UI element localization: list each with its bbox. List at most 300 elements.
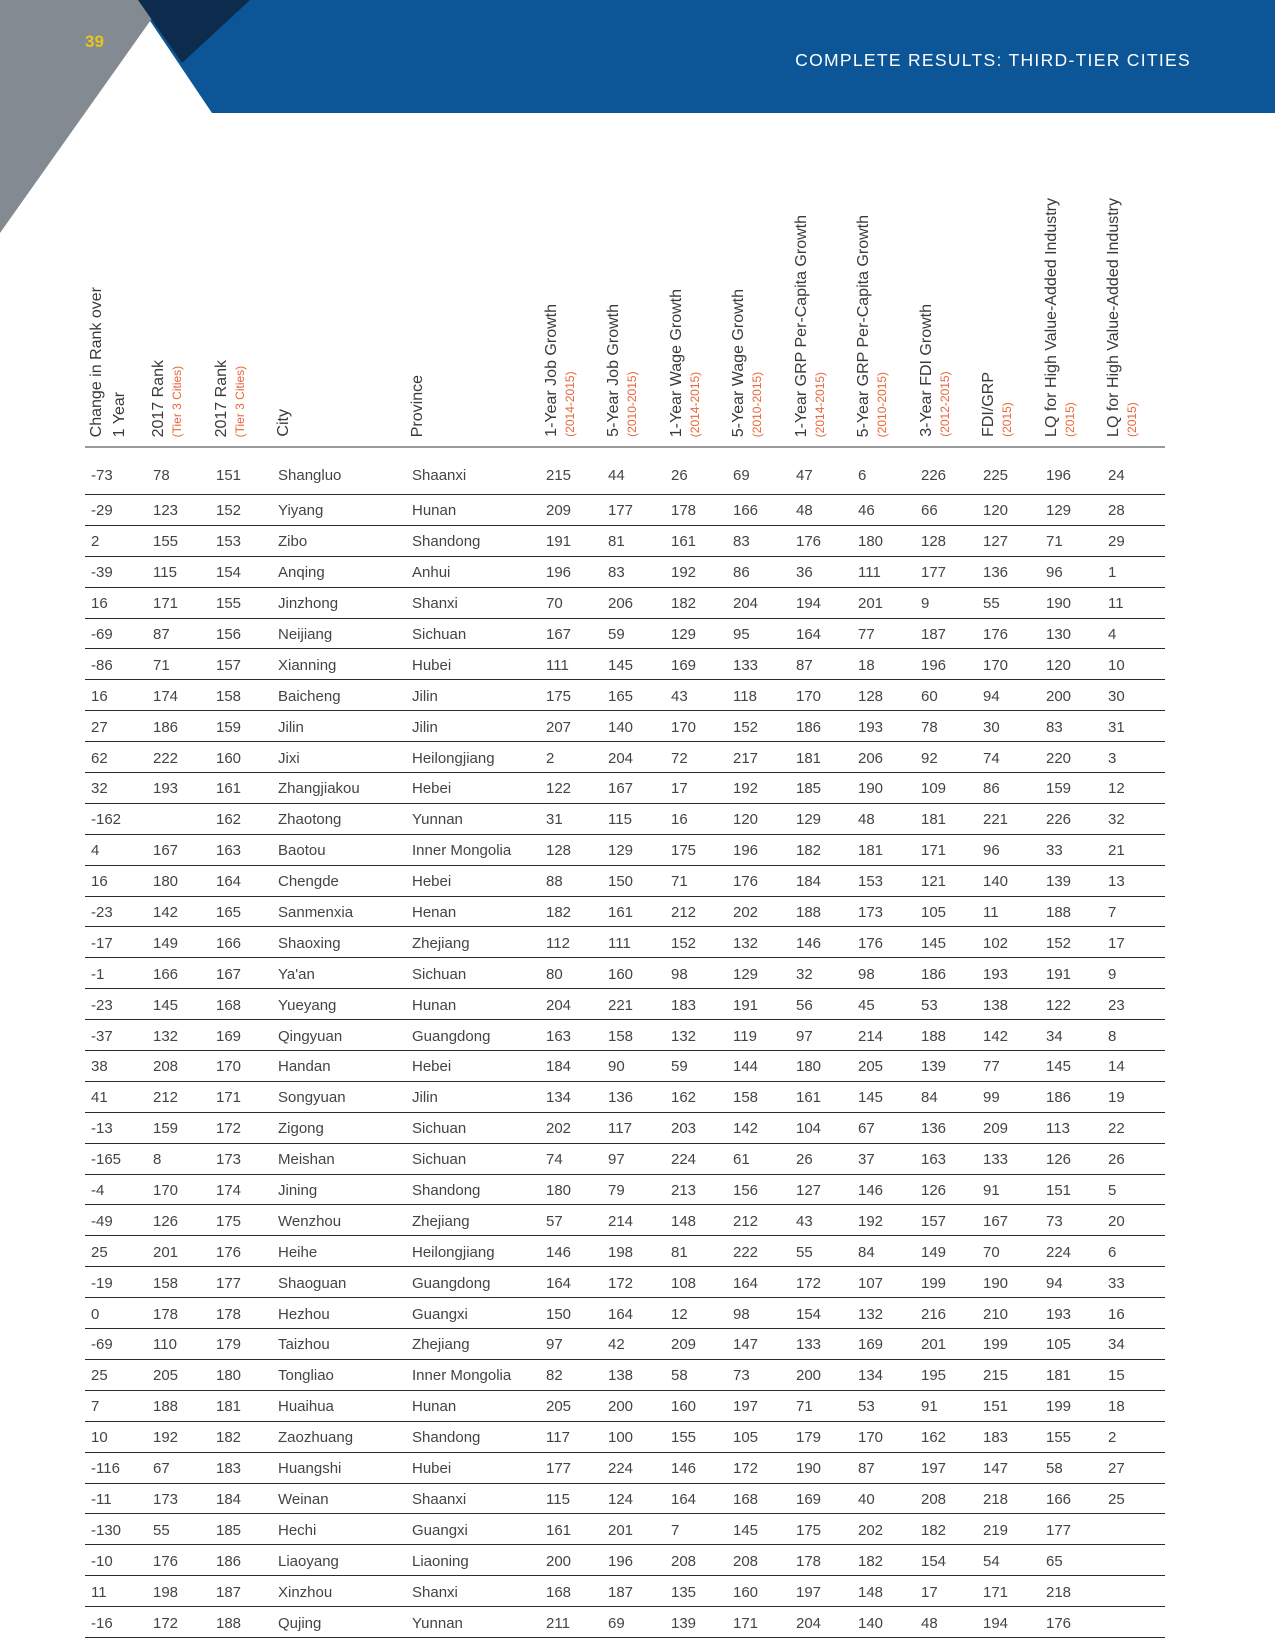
table-cell: 129: [602, 834, 665, 865]
table-cell: 115: [147, 556, 210, 587]
table-cell: 172: [147, 1607, 210, 1638]
table-cell: 201: [915, 1329, 977, 1360]
table-cell: 33: [1040, 834, 1102, 865]
table-cell: 214: [852, 1020, 915, 1051]
table-cell: 104: [790, 1112, 852, 1143]
table-cell: Yunnan: [406, 1607, 540, 1638]
table-cell: 183: [210, 1452, 272, 1483]
table-cell: Xinzhou: [272, 1576, 406, 1607]
table-cell: 213: [665, 1174, 727, 1205]
table-cell: 160: [665, 1390, 727, 1421]
table-cell: Shanxi: [406, 1576, 540, 1607]
table-cell: 107: [852, 1267, 915, 1298]
table-cell: 186: [210, 1545, 272, 1576]
table-cell: 145: [727, 1514, 790, 1545]
table-cell: 83: [727, 525, 790, 556]
table-row: [85, 834, 1165, 865]
table-cell: 155: [210, 587, 272, 618]
table-cell: 62: [85, 742, 147, 773]
column-header-label: 3-Year FDI Growth: [918, 304, 935, 437]
table-row: [85, 1329, 1165, 1360]
table-cell: 219: [977, 1514, 1040, 1545]
table-cell: Hebei: [406, 773, 540, 804]
table-cell: 163: [210, 834, 272, 865]
table-cell: 224: [602, 1452, 665, 1483]
table-cell: Shangluo: [272, 449, 406, 495]
table-cell: 206: [602, 587, 665, 618]
table-cell: Weinan: [272, 1483, 406, 1514]
table-cell: 161: [602, 896, 665, 927]
table-cell: 26: [665, 449, 727, 495]
table-cell: 184: [790, 865, 852, 896]
table-cell: 74: [540, 1143, 602, 1174]
table-cell: 181: [790, 742, 852, 773]
table-cell: 28: [1102, 495, 1165, 526]
table-cell: 10: [1102, 649, 1165, 680]
table-cell: 198: [602, 1236, 665, 1267]
table-cell: 197: [915, 1452, 977, 1483]
table-cell: 193: [852, 711, 915, 742]
table-cell: 198: [147, 1576, 210, 1607]
table-row: [85, 1452, 1165, 1483]
table-cell: 48: [915, 1607, 977, 1638]
table-cell: 66: [915, 495, 977, 526]
table-cell: 156: [727, 1174, 790, 1205]
table-cell: 98: [727, 1298, 790, 1329]
table-cell: Shanxi: [406, 587, 540, 618]
column-header-label: LQ for High Value-Added Industry: [1105, 198, 1122, 437]
table-cell: 191: [1040, 958, 1102, 989]
table-cell: 200: [540, 1545, 602, 1576]
table-cell: 168: [210, 989, 272, 1020]
column-header-period: (2015): [1125, 402, 1139, 437]
table-cell: 170: [790, 680, 852, 711]
table-cell: 188: [1040, 896, 1102, 927]
table-cell: 163: [540, 1020, 602, 1051]
table-cell: 190: [852, 773, 915, 804]
column-header-label: Change in Rank over: [88, 286, 105, 437]
table-cell: 83: [602, 556, 665, 587]
table-cell: 84: [915, 1081, 977, 1112]
column-header-label: City: [275, 409, 292, 437]
table-cell: Anhui: [406, 556, 540, 587]
table-cell: 32: [85, 773, 147, 804]
table-cell: -13: [85, 1112, 147, 1143]
table-row: [85, 556, 1165, 587]
table-cell: 199: [915, 1267, 977, 1298]
table-cell: 145: [1040, 1051, 1102, 1082]
table-cell: 67: [852, 1112, 915, 1143]
table-cell: 171: [147, 587, 210, 618]
table-cell: 155: [147, 525, 210, 556]
table-cell: 182: [790, 834, 852, 865]
column-header-period: (2012-2015): [938, 371, 952, 437]
table-cell: 164: [665, 1483, 727, 1514]
table-cell: 146: [790, 927, 852, 958]
table-cell: 216: [915, 1298, 977, 1329]
table-row: [85, 773, 1165, 804]
table-cell: 53: [852, 1390, 915, 1421]
table-cell: 142: [147, 896, 210, 927]
table-cell: 81: [602, 525, 665, 556]
table-cell: 149: [915, 1236, 977, 1267]
table-cell: 145: [852, 1081, 915, 1112]
table-cell: 115: [602, 803, 665, 834]
table-cell: 111: [540, 649, 602, 680]
table-cell: Jilin: [272, 711, 406, 742]
table-cell: 144: [727, 1051, 790, 1082]
table-cell: 18: [1102, 1390, 1165, 1421]
table-cell: 127: [790, 1174, 852, 1205]
table-cell: 193: [977, 958, 1040, 989]
table-cell: 83: [1040, 711, 1102, 742]
table-cell: 159: [210, 711, 272, 742]
table-row: [85, 1545, 1165, 1576]
table-cell: 191: [727, 989, 790, 1020]
table-cell: 167: [977, 1205, 1040, 1236]
table-cell: 176: [147, 1545, 210, 1576]
table-cell: 192: [147, 1421, 210, 1452]
table-cell: 167: [147, 834, 210, 865]
table-cell: 208: [665, 1545, 727, 1576]
table-cell: 165: [602, 680, 665, 711]
table-cell: Heihe: [272, 1236, 406, 1267]
table-cell: 211: [540, 1607, 602, 1638]
table-cell: Heilongjiang: [406, 1236, 540, 1267]
table-cell: 84: [852, 1236, 915, 1267]
column-header-label: 5-Year GRP Per-Capita Growth: [855, 214, 872, 437]
table-cell: -1: [85, 958, 147, 989]
table-cell: 170: [977, 649, 1040, 680]
table-cell: 184: [540, 1051, 602, 1082]
table-cell: 201: [852, 587, 915, 618]
table-row: [85, 1483, 1165, 1514]
table-cell: 22: [1102, 1112, 1165, 1143]
table-cell: 140: [602, 711, 665, 742]
table-cell: 11: [85, 1576, 147, 1607]
table-cell: 202: [540, 1112, 602, 1143]
table-cell: 158: [727, 1081, 790, 1112]
table-cell: 148: [852, 1576, 915, 1607]
table-row: [85, 1205, 1165, 1236]
table-cell: 6: [852, 449, 915, 495]
table-cell: 139: [1040, 865, 1102, 896]
table-cell: -162: [85, 803, 147, 834]
table-cell: Jilin: [406, 1081, 540, 1112]
header-rule: [85, 446, 1165, 448]
table-cell: 102: [977, 927, 1040, 958]
table-cell: 193: [1040, 1298, 1102, 1329]
table-cell: 80: [540, 958, 602, 989]
table-cell: 13: [1102, 865, 1165, 896]
table-row: [85, 1143, 1165, 1174]
table-cell: Meishan: [272, 1143, 406, 1174]
results-table: [85, 449, 1165, 1638]
table-cell: 129: [665, 618, 727, 649]
table-cell: 180: [210, 1359, 272, 1390]
table-cell: Guangxi: [406, 1514, 540, 1545]
table-cell: 20: [1102, 1205, 1165, 1236]
table-cell: Shandong: [406, 1421, 540, 1452]
table-cell: 7: [665, 1514, 727, 1545]
table-cell: 169: [852, 1329, 915, 1360]
table-cell: 118: [727, 680, 790, 711]
table-cell: 164: [210, 865, 272, 896]
table-cell: 162: [210, 803, 272, 834]
table-cell: 71: [147, 649, 210, 680]
table-cell: 169: [790, 1483, 852, 1514]
column-header-label: Province: [409, 374, 426, 437]
table-cell: 69: [602, 1607, 665, 1638]
table-cell: 196: [915, 649, 977, 680]
table-cell: 133: [727, 649, 790, 680]
column-header-period: (2010-2015): [750, 371, 764, 437]
table-cell: -130: [85, 1514, 147, 1545]
table-cell: -49: [85, 1205, 147, 1236]
table-cell: 161: [665, 525, 727, 556]
table-cell: 181: [852, 834, 915, 865]
table-cell: Zigong: [272, 1112, 406, 1143]
table-cell: 218: [1040, 1576, 1102, 1607]
table-cell: 177: [915, 556, 977, 587]
table-cell: -16: [85, 1607, 147, 1638]
table-cell: 86: [727, 556, 790, 587]
table-cell: 188: [790, 896, 852, 927]
table-cell: 58: [1040, 1452, 1102, 1483]
table-cell: 174: [210, 1174, 272, 1205]
table-cell: 155: [1040, 1421, 1102, 1452]
column-header-label: 2017 Rank: [150, 359, 167, 437]
table-cell: 200: [602, 1390, 665, 1421]
table-cell: 48: [852, 803, 915, 834]
table-cell: 158: [602, 1020, 665, 1051]
table-cell: 161: [540, 1514, 602, 1545]
table-row: [85, 958, 1165, 989]
table-cell: 11: [977, 896, 1040, 927]
table-cell: 188: [147, 1390, 210, 1421]
table-cell: Guangdong: [406, 1267, 540, 1298]
table-cell: 187: [915, 618, 977, 649]
table-cell: Sichuan: [406, 618, 540, 649]
table-cell: Chengde: [272, 865, 406, 896]
table-cell: 151: [977, 1390, 1040, 1421]
table-cell: 4: [1102, 618, 1165, 649]
table-cell: 164: [790, 618, 852, 649]
table-cell: 94: [1040, 1267, 1102, 1298]
table-cell: 147: [727, 1329, 790, 1360]
table-cell: 24: [1102, 449, 1165, 495]
table-cell: 4: [85, 834, 147, 865]
table-cell: 154: [210, 556, 272, 587]
table-cell: 208: [915, 1483, 977, 1514]
table-cell: 151: [210, 449, 272, 495]
table-cell: Henan: [406, 896, 540, 927]
table-cell: 195: [915, 1359, 977, 1390]
table-cell: 175: [665, 834, 727, 865]
table-cell: 26: [790, 1143, 852, 1174]
table-cell: 209: [540, 495, 602, 526]
table-cell: Zibo: [272, 525, 406, 556]
table-cell: 123: [147, 495, 210, 526]
table-cell: 186: [1040, 1081, 1102, 1112]
column-header-period: (2014-2015): [688, 371, 702, 437]
table-cell: Shaoguan: [272, 1267, 406, 1298]
table-cell: 209: [665, 1329, 727, 1360]
table-row: [85, 742, 1165, 773]
table-cell: 177: [1040, 1514, 1102, 1545]
table-cell: -73: [85, 449, 147, 495]
table-cell: Sichuan: [406, 1143, 540, 1174]
table-cell: 150: [540, 1298, 602, 1329]
table-cell: Taizhou: [272, 1329, 406, 1360]
table-cell: 204: [790, 1607, 852, 1638]
table-cell: Sanmenxia: [272, 896, 406, 927]
table-cell: 12: [1102, 773, 1165, 804]
table-cell: 2: [1102, 1421, 1165, 1452]
table-cell: 27: [85, 711, 147, 742]
table-cell: Shaanxi: [406, 1483, 540, 1514]
table-cell: 26: [1102, 1143, 1165, 1174]
table-cell: 168: [727, 1483, 790, 1514]
table-cell: Hunan: [406, 1390, 540, 1421]
table-cell: 201: [602, 1514, 665, 1545]
table-cell: 77: [852, 618, 915, 649]
table-cell: 220: [1040, 742, 1102, 773]
table-cell: 175: [210, 1205, 272, 1236]
column-header-period: (2015): [1063, 402, 1077, 437]
table-cell: Ya'an: [272, 958, 406, 989]
table-cell: 171: [915, 834, 977, 865]
table-cell: 98: [852, 958, 915, 989]
table-cell: 47: [790, 449, 852, 495]
table-row: [85, 711, 1165, 742]
table-cell: Huaihua: [272, 1390, 406, 1421]
table-cell: 157: [210, 649, 272, 680]
table-cell: Guangdong: [406, 1020, 540, 1051]
table-cell: 176: [1040, 1607, 1102, 1638]
table-cell: 25: [85, 1359, 147, 1390]
table-cell: 136: [915, 1112, 977, 1143]
table-cell: Yunnan: [406, 803, 540, 834]
table-cell: 174: [147, 680, 210, 711]
table-row: [85, 1421, 1165, 1452]
table-row: [85, 1174, 1165, 1205]
table-row: [85, 1607, 1165, 1638]
table-cell: 166: [210, 927, 272, 958]
table-cell: 194: [790, 587, 852, 618]
table-cell: 171: [977, 1576, 1040, 1607]
table-cell: 196: [1040, 449, 1102, 495]
table-cell: 182: [852, 1545, 915, 1576]
table-cell: 176: [210, 1236, 272, 1267]
table-cell: 71: [665, 865, 727, 896]
table-cell: Shandong: [406, 525, 540, 556]
table-cell: 154: [790, 1298, 852, 1329]
table-cell: Hubei: [406, 649, 540, 680]
table-cell: 56: [790, 989, 852, 1020]
table-cell: 105: [915, 896, 977, 927]
table-cell: Wenzhou: [272, 1205, 406, 1236]
table-cell: 17: [665, 773, 727, 804]
table-cell: 180: [540, 1174, 602, 1205]
table-cell: 129: [790, 803, 852, 834]
table-cell: 17: [1102, 927, 1165, 958]
table-cell: 70: [540, 587, 602, 618]
column-header-period: (Tier 3 Cities): [233, 365, 247, 437]
table-cell: 145: [147, 989, 210, 1020]
table-cell: 134: [852, 1359, 915, 1390]
table-cell: 77: [977, 1051, 1040, 1082]
table-cell: 205: [147, 1359, 210, 1390]
table-cell: 166: [1040, 1483, 1102, 1514]
table-cell: 164: [602, 1298, 665, 1329]
table-cell: -69: [85, 1329, 147, 1360]
table-cell: Yueyang: [272, 989, 406, 1020]
table-cell: 5: [1102, 1174, 1165, 1205]
table-cell: 180: [852, 525, 915, 556]
table-cell: 130: [1040, 618, 1102, 649]
table-cell: 2: [540, 742, 602, 773]
table-cell: 27: [1102, 1452, 1165, 1483]
table-cell: -4: [85, 1174, 147, 1205]
table-cell: 177: [540, 1452, 602, 1483]
table-cell: 221: [977, 803, 1040, 834]
table-cell: 175: [540, 680, 602, 711]
table-cell: 183: [977, 1421, 1040, 1452]
table-cell: 19: [1102, 1081, 1165, 1112]
table-cell: Songyuan: [272, 1081, 406, 1112]
column-header-label: FDI/GRP: [980, 372, 997, 437]
table-cell: 171: [210, 1081, 272, 1112]
table-cell: 59: [602, 618, 665, 649]
table-cell: 127: [977, 525, 1040, 556]
table-cell: 99: [977, 1081, 1040, 1112]
column-header-label-line2: 1 Year: [111, 391, 128, 437]
table-cell: 97: [602, 1143, 665, 1174]
table-cell: 44: [602, 449, 665, 495]
table-cell: 1: [1102, 556, 1165, 587]
table-cell: Zhejiang: [406, 927, 540, 958]
table-cell: Neijiang: [272, 618, 406, 649]
table-cell: 117: [602, 1112, 665, 1143]
table-cell: 172: [727, 1452, 790, 1483]
table-cell: 182: [915, 1514, 977, 1545]
table-cell: 192: [852, 1205, 915, 1236]
table-cell: 176: [852, 927, 915, 958]
table-cell: 126: [147, 1205, 210, 1236]
table-cell: 196: [540, 556, 602, 587]
table-cell: Zaozhuang: [272, 1421, 406, 1452]
table-cell: 12: [665, 1298, 727, 1329]
column-header-label: 2017 Rank: [213, 359, 230, 437]
table-cell: 94: [977, 680, 1040, 711]
table-cell: 87: [852, 1452, 915, 1483]
table-cell: -69: [85, 618, 147, 649]
table-cell: 162: [665, 1081, 727, 1112]
table-cell: Sichuan: [406, 1112, 540, 1143]
table-cell: 142: [977, 1020, 1040, 1051]
section-title: COMPLETE RESULTS: THIRD-TIER CITIES: [795, 50, 1191, 70]
table-cell: 178: [210, 1298, 272, 1329]
table-cell: 166: [147, 958, 210, 989]
table-cell: 135: [665, 1576, 727, 1607]
table-cell: 146: [852, 1174, 915, 1205]
table-cell: 25: [85, 1236, 147, 1267]
table-cell: 186: [147, 711, 210, 742]
table-cell: 139: [665, 1607, 727, 1638]
table-cell: 178: [147, 1298, 210, 1329]
table-row: [85, 989, 1165, 1020]
